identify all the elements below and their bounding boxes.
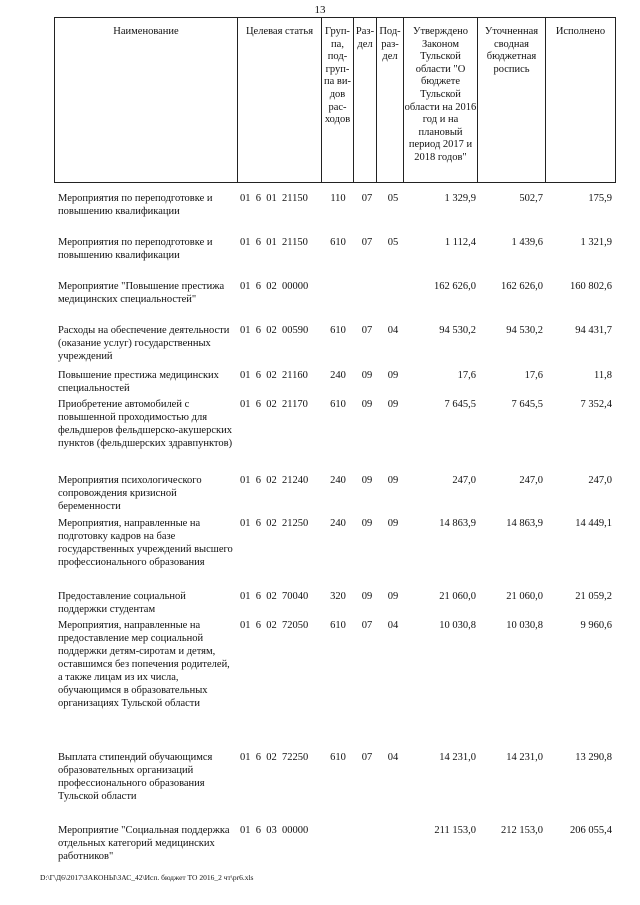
row-refined: 94 530,2 <box>506 325 543 336</box>
row-approved: 7 645,5 <box>444 399 476 410</box>
row-name: Повышение престижа медицинских специальностей <box>58 370 219 394</box>
row-refined: 7 645,5 <box>511 399 543 410</box>
row-subsection: 09 <box>387 399 399 410</box>
row-group: 610 <box>330 237 346 248</box>
row-approved: 162 626,0 <box>434 281 476 292</box>
row-name: Предоставление социальной поддержки студентам <box>58 591 186 615</box>
row-subsection: 04 <box>387 752 399 763</box>
row-target: 01 6 02 00590 <box>240 325 309 336</box>
row-executed: 160 802,6 <box>570 281 612 292</box>
row-executed: 9 960,6 <box>580 620 612 631</box>
row-approved: 1 329,9 <box>444 193 476 204</box>
header-group: Груп-па, под-груп-па ви-дов рас-ходов <box>322 17 354 183</box>
row-approved: 211 153,0 <box>434 825 476 836</box>
row-refined: 212 153,0 <box>501 825 543 836</box>
row-name: Расходы на обеспечение деятельности (оказание услуг) государственных учреждений <box>58 325 230 362</box>
row-target: 01 6 02 72050 <box>240 620 309 631</box>
header-refined: Уточненная сводная бюджетная роспись <box>478 17 546 183</box>
page-number: 13 <box>314 4 326 16</box>
row-group: 240 <box>330 475 346 486</box>
header-executed: Исполнено <box>546 17 616 183</box>
row-subsection: 09 <box>387 370 399 381</box>
row-target: 01 6 02 21170 <box>240 399 308 410</box>
header-subsection: Под-раз-дел <box>377 17 404 183</box>
row-target: 01 6 02 21250 <box>240 518 309 529</box>
row-executed: 11,8 <box>594 370 612 381</box>
row-approved: 14 231,0 <box>439 752 476 763</box>
row-refined: 10 030,8 <box>506 620 543 631</box>
row-name: Мероприятия, направленные на подготовку кадров на базе государственных учреждений высшего профессионального образования <box>58 518 233 568</box>
header-approved: Утверждено Законом Тульской области "О бюджете Тульской области на 2016 год и на плановый период 2017 и 2018 годов" <box>404 17 478 183</box>
header-target: Целевая статья <box>238 17 322 183</box>
row-subsection: 09 <box>387 475 399 486</box>
row-subsection: 09 <box>387 591 399 602</box>
row-refined: 1 439,6 <box>511 237 543 248</box>
row-subsection: 04 <box>387 325 399 336</box>
row-refined: 14 863,9 <box>506 518 543 529</box>
row-refined: 17,6 <box>524 370 543 381</box>
row-approved: 17,6 <box>457 370 476 381</box>
row-approved: 14 863,9 <box>439 518 476 529</box>
header-name: Наименование <box>54 17 238 183</box>
header-section: Раз-дел <box>354 17 377 183</box>
row-name: Мероприятия психологического сопровождения кризисной беременности <box>58 475 202 512</box>
row-approved: 10 030,8 <box>439 620 476 631</box>
row-group: 110 <box>330 193 346 204</box>
row-subsection: 09 <box>387 518 399 529</box>
row-refined: 21 060,0 <box>506 591 543 602</box>
row-target: 01 6 01 21150 <box>240 237 308 248</box>
row-group: 240 <box>330 370 346 381</box>
row-section: 07 <box>361 237 373 248</box>
row-refined: 247,0 <box>519 475 543 486</box>
row-section: 09 <box>361 518 373 529</box>
row-executed: 21 059,2 <box>575 591 612 602</box>
footer-file-path: D:\Г\Д6\2017\ЗАКОНЫ\ЗАС_42\Исп. бюджет ТО 2016_2 чт\pr6.xls <box>40 873 254 882</box>
row-name: Выплата стипендий обучающимся образовательных организаций профессионального образования Тульской области <box>58 752 213 802</box>
row-name: Мероприятия по переподготовке и повышению квалификации <box>58 237 213 261</box>
row-section: 09 <box>361 370 373 381</box>
row-name: Мероприятия, направленные на предоставление мер социальной поддержки детям-сиротам и детям, оставшимся без попечения родителей, а также лицам из их числа, обучающимся в образовательных организациях Тульской области <box>58 620 230 709</box>
row-target: 01 6 03 00000 <box>240 825 309 836</box>
row-subsection: 05 <box>387 237 399 248</box>
row-group: 610 <box>330 399 346 410</box>
row-executed: 1 321,9 <box>580 237 612 248</box>
row-target: 01 6 02 21240 <box>240 475 309 486</box>
row-section: 07 <box>361 325 373 336</box>
row-approved: 1 112,4 <box>444 237 476 248</box>
row-refined: 14 231,0 <box>506 752 543 763</box>
row-section: 09 <box>361 475 373 486</box>
row-section: 07 <box>361 193 373 204</box>
row-target: 01 6 01 21150 <box>240 193 308 204</box>
row-target: 01 6 02 21160 <box>240 370 308 381</box>
row-executed: 247,0 <box>588 475 612 486</box>
row-group: 240 <box>330 518 346 529</box>
row-approved: 94 530,2 <box>439 325 476 336</box>
row-section: 07 <box>361 752 373 763</box>
row-subsection: 05 <box>387 193 399 204</box>
row-section: 07 <box>361 620 373 631</box>
row-target: 01 6 02 00000 <box>240 281 309 292</box>
row-executed: 206 055,4 <box>570 825 612 836</box>
row-subsection: 04 <box>387 620 399 631</box>
row-group: 610 <box>330 620 346 631</box>
row-executed: 94 431,7 <box>575 325 612 336</box>
row-name: Мероприятия по переподготовке и повышению квалификации <box>58 193 213 217</box>
row-name: Приобретение автомобилей с повышенной проходимостью для фельдшеров фельдшерско-акушерских пунктов (фельдшерских здравпунктов) <box>58 399 233 449</box>
row-group: 610 <box>330 325 346 336</box>
row-target: 01 6 02 72250 <box>240 752 309 763</box>
row-executed: 7 352,4 <box>580 399 612 410</box>
row-group: 320 <box>330 591 346 602</box>
row-section: 09 <box>361 591 373 602</box>
row-refined: 502,7 <box>519 193 543 204</box>
row-target: 01 6 02 70040 <box>240 591 309 602</box>
row-name: Мероприятие "Повышение престижа медицинских специальностей" <box>58 281 225 305</box>
row-section: 09 <box>361 399 373 410</box>
row-executed: 14 449,1 <box>575 518 612 529</box>
row-refined: 162 626,0 <box>501 281 543 292</box>
row-group: 610 <box>330 752 346 763</box>
row-executed: 13 290,8 <box>575 752 612 763</box>
row-executed: 175,9 <box>588 193 612 204</box>
row-approved: 247,0 <box>452 475 476 486</box>
row-name: Мероприятие "Социальная поддержка отдельных категорий медицинских работников" <box>58 825 230 862</box>
row-approved: 21 060,0 <box>439 591 476 602</box>
